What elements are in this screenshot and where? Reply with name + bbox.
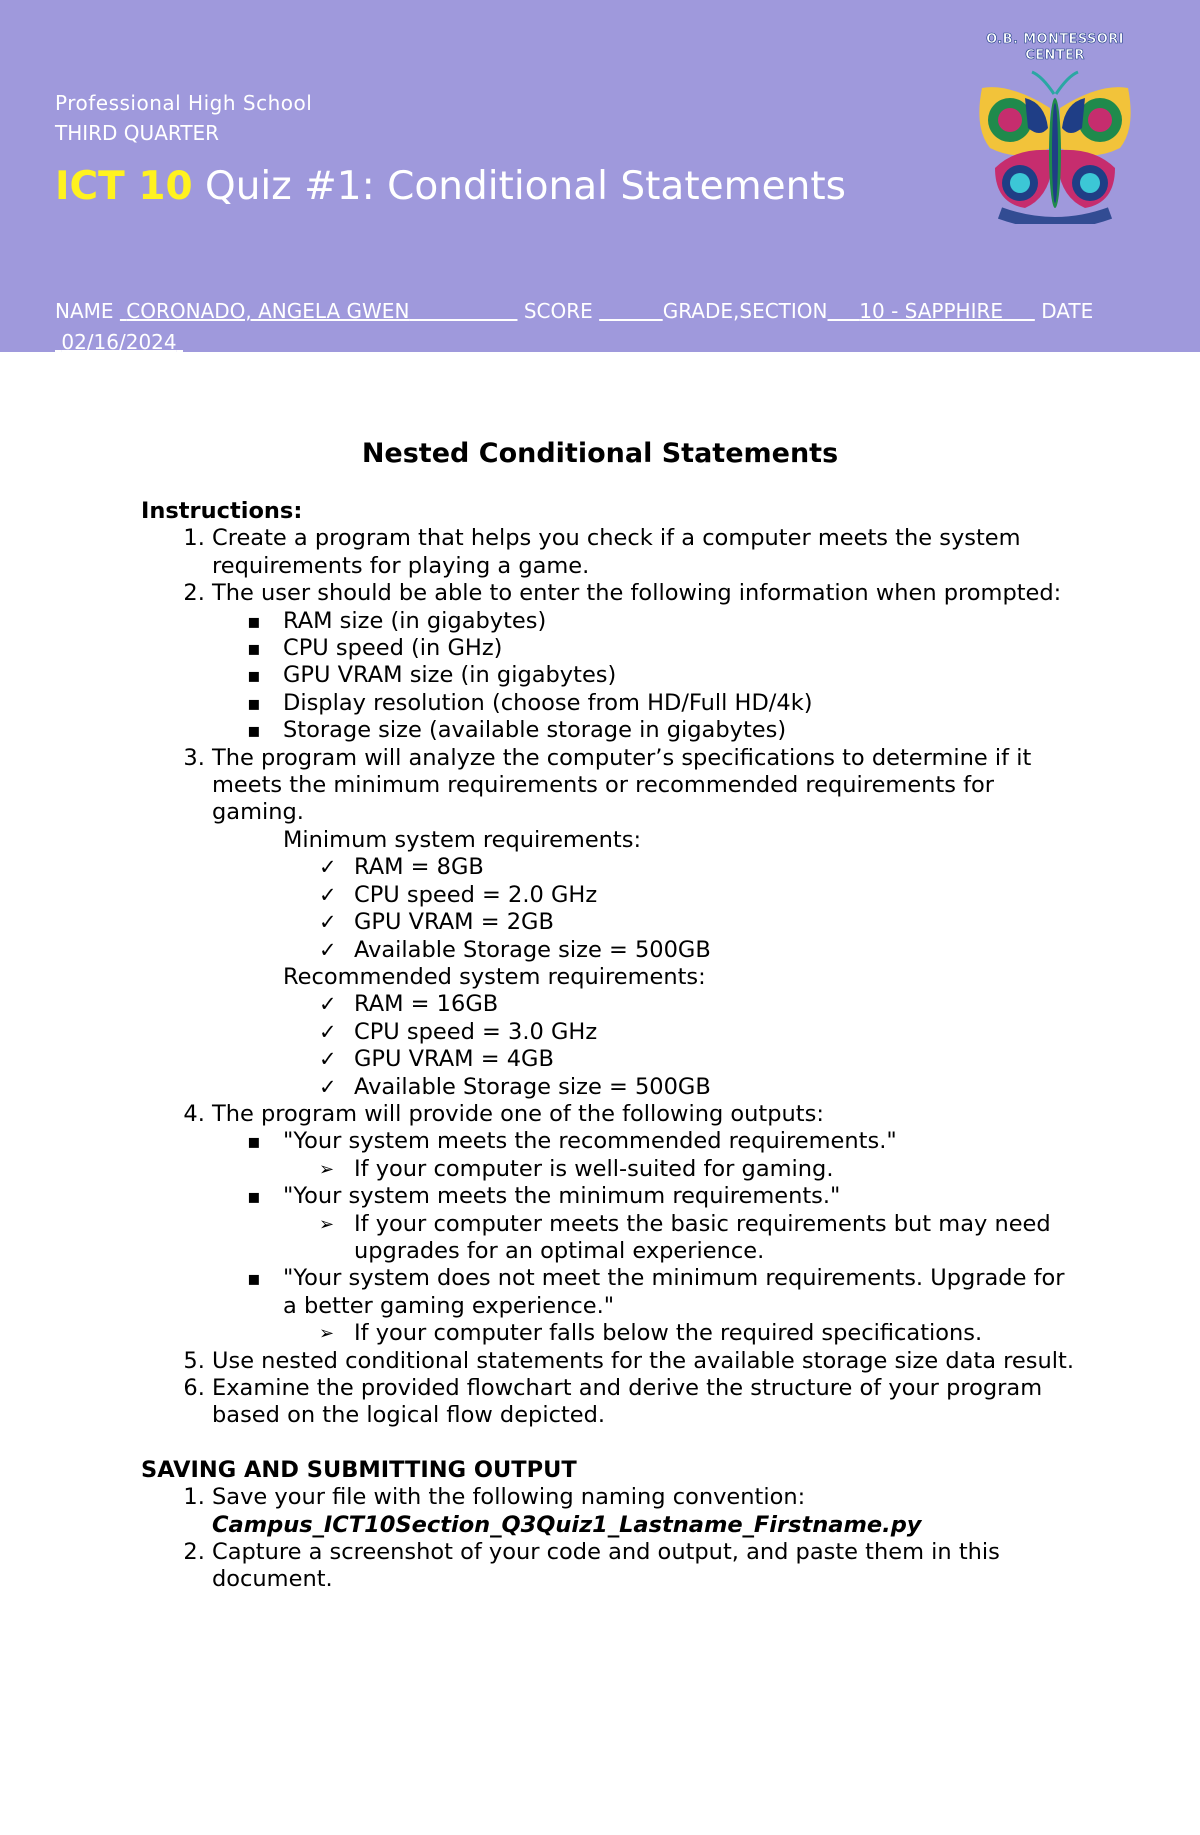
output-item: ▪ "Your system meets the minimum requirements." ➢ If your computer meets the basic requirements but may need upgrades for an optimal experience.: [283, 1183, 1081, 1265]
list-item: 2. The user should be able to enter the following information when prompted: ▪ RAM size (in gigabytes) ▪ CPU speed (in GHz) ▪ GPU VRAM size (in gigabytes) ▪ Display resolution (choose from HD/Full HD/4k) ▪ Storage size (available storage in gigabytes): [212, 580, 1081, 744]
output-note: ➢ If your computer is well-suited for gaming.: [354, 1156, 1081, 1183]
instructions-label: Instructions:: [141, 498, 303, 524]
document-content: [141, 498, 1081, 1594]
score-label: SCORE: [523, 299, 593, 323]
output-note: ➢ If your computer meets the basic requirements but may need upgrades for an optimal experience.: [354, 1211, 1081, 1266]
filename-convention: Campus_ICT10Section_Q3Quiz1_Lastname_Firstname.py: [212, 1511, 922, 1538]
list-item: 4. The program will provide one of the following outputs: ▪ "Your system meets the recommended requirements." ➢ If your computer is well-suited for gaming. ▪ "Your system meets the minimum requirements." ➢ If your computer meets the basic requirements but may need upgrades for an optimal experience. ▪ "Your system does not meet the minimum requirements. Upgrade for a better gaming experience." ➢ If your computer falls below the required specifications.: [212, 1101, 1081, 1348]
header-band: [0, 0, 1200, 352]
list-item: ▪ CPU speed (in GHz): [283, 635, 1081, 662]
rec-requirements-label: Recommended system requirements:: [283, 963, 706, 990]
school-logo: [970, 28, 1140, 224]
name-value-field[interactable]: CORONADO, ANGELA GWEN: [126, 299, 410, 323]
list-item: 6. Examine the provided flowchart and derive the structure of your program based on the logical flow depicted.: [212, 1375, 1081, 1430]
check-item: ✓ CPU speed = 3.0 GHz: [354, 1019, 1081, 1046]
check-item: ✓ RAM = 16GB: [354, 991, 1081, 1018]
check-item: ✓ Available Storage size = 500GB: [354, 1074, 1081, 1101]
output-note: ➢ If your computer falls below the required specifications.: [354, 1320, 1081, 1347]
butterfly-icon: [970, 28, 1140, 224]
check-item: ✓ Available Storage size = 500GB: [354, 937, 1081, 964]
rec-requirements-list: [354, 991, 1081, 1101]
student-info-line: [55, 296, 1195, 358]
list-item: 5. Use nested conditional statements for the available storage size data result.: [212, 1348, 1081, 1375]
instructions-list: [141, 525, 1081, 1429]
score-field[interactable]: [599, 299, 663, 323]
list-item: ▪ Storage size (available storage in gigabytes): [283, 717, 1081, 744]
check-item: ✓ RAM = 8GB: [354, 854, 1081, 881]
date-value-field[interactable]: 02/16/2024: [61, 330, 177, 354]
date-label: DATE: [1041, 299, 1094, 323]
check-item: ✓ GPU VRAM = 4GB: [354, 1046, 1081, 1073]
document-title: Nested Conditional Statements: [361, 438, 839, 469]
check-item: ✓ GPU VRAM = 2GB: [354, 909, 1081, 936]
saving-label: SAVING AND SUBMITTING OUTPUT: [141, 1456, 577, 1483]
grade-label: GRADE,SECTION: [662, 299, 828, 323]
list-item: ▪ GPU VRAM size (in gigabytes): [283, 662, 1081, 689]
school-name: Professional High School: [55, 91, 313, 115]
list-item: 2. Capture a screenshot of your code and output, and paste them in this document.: [212, 1539, 1081, 1594]
list-item: 1. Save your file with the following naming convention: Campus_ICT10Section_Q3Quiz1_Lastname_Firstname.py: [212, 1484, 1081, 1539]
quarter-label: THIRD QUARTER: [55, 121, 220, 145]
quiz-title: Quiz #1: Conditional Statements: [205, 164, 846, 209]
page-title: [55, 164, 846, 209]
check-item: ✓ CPU speed = 2.0 GHz: [354, 882, 1081, 909]
list-item: 1. Create a program that helps you check if a computer meets the system requirements for playing a game.: [212, 525, 1081, 580]
list-item: ▪ Display resolution (choose from HD/Full HD/4k): [283, 690, 1081, 717]
min-requirements-label: Minimum system requirements:: [283, 826, 642, 853]
logo-text-line1: O.B. MONTESSORI: [986, 32, 1124, 47]
grade-value-field[interactable]: 10 - SAPPHIRE: [859, 299, 1004, 323]
output-list: [283, 1128, 1081, 1347]
output-item: ▪ "Your system meets the recommended requirements." ➢ If your computer is well-suited for gaming.: [283, 1128, 1081, 1183]
subject-label: ICT 10: [55, 164, 193, 209]
min-requirements-list: [354, 854, 1081, 964]
logo-text-line2: CENTER: [1025, 48, 1085, 63]
input-list: [283, 608, 1081, 745]
name-label: NAME: [55, 299, 114, 323]
saving-list: [141, 1484, 1081, 1594]
list-item: ▪ RAM size (in gigabytes): [283, 608, 1081, 635]
list-item: 3. The program will analyze the computer’s specifications to determine if it meets the minimum requirements or recommended requirements for gaming. Minimum system requirements: ✓ RAM = 8GB ✓ CPU speed = 2.0 GHz ✓ GPU VRAM = 2GB ✓ Available Storage size = 500GB Recommended system requirements: ✓ RAM = 16GB ✓ CPU speed = 3.0 GHz ✓ GPU VRAM = 4GB ✓ Available Storage size = 500GB: [212, 745, 1081, 1101]
output-item: ▪ "Your system does not meet the minimum requirements. Upgrade for a better gaming experience." ➢ If your computer falls below the required specifications.: [283, 1265, 1081, 1347]
